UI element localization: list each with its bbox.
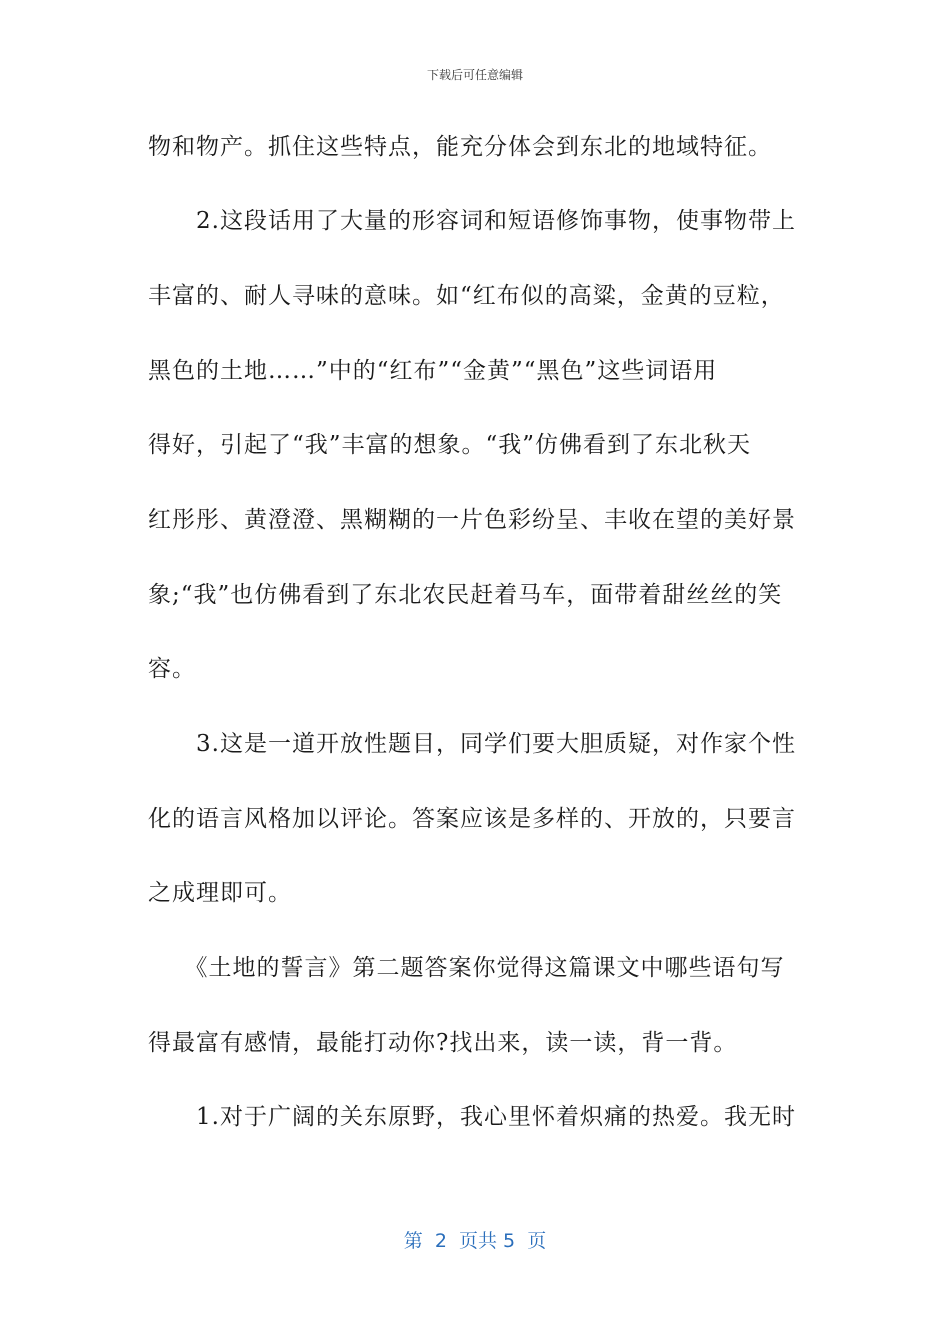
body-line-11: 之成理即可。 [148,880,292,906]
body-line-5: 得好，引起了“我”丰富的想象。“我”仿佛看到了东北秋天 [148,432,752,458]
body-line-4: 黑色的土地……”中的“红布”“金黄”“黑色”这些词语用 [148,358,718,384]
body-line-3: 丰富的、耐人寻味的意味。如“红布似的高粱，金黄的豆粒， [148,283,785,309]
body-line-2: 2.这段话用了大量的形容词和短语修饰事物，使事物带上 [148,208,796,234]
page-number-footer: 第 2 页共 5 页 [403,1230,547,1252]
body-line-1: 物和物产。抓住这些特点，能充分体会到东北的地域特征。 [148,134,772,160]
body-line-10: 化的语言风格加以评论。答案应该是多样的、开放的，只要言 [148,806,796,832]
body-line-13: 得最富有感情，最能打动你?找出来，读一读，背一背。 [148,1030,738,1056]
body-line-12: 《土地的誓言》第二题答案你觉得这篇课文中哪些语句写 [148,955,785,981]
body-line-9: 3.这是一道开放性题目，同学们要大胆质疑，对作家个性 [148,731,796,757]
body-line-8: 容。 [148,656,196,682]
page-header: 下载后可任意编辑 [426,68,523,82]
body-line-7: 象;“我”也仿佛看到了东北农民赶着马车，面带着甜丝丝的笑 [148,582,783,608]
body-line-14: 1.对于广阔的关东原野，我心里怀着炽痛的热爱。我无时 [148,1104,796,1130]
body-line-6: 红彤彤、黄澄澄、黑糊糊的一片色彩纷呈、丰收在望的美好景 [148,507,796,533]
